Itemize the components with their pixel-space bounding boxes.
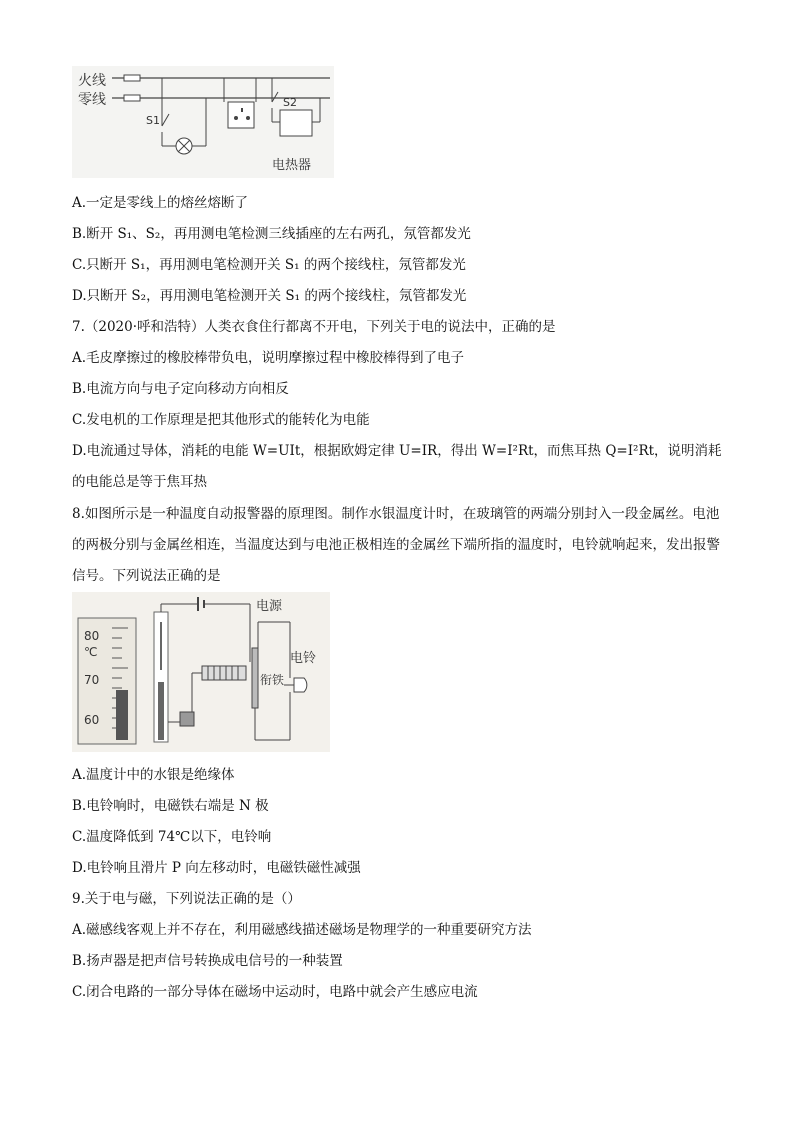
heater-icon <box>280 110 312 136</box>
household-circuit-figure <box>72 66 334 178</box>
q6-option-b: B.断开 S₁、S₂，再用测电笔检测三线插座的左右两孔，氖管都发光 <box>72 226 471 242</box>
q7-option-a: A.毛皮摩擦过的橡胶棒带负电，说明摩擦过程中橡胶棒得到了电子 <box>72 350 465 366</box>
q6-option-a: A.一定是零线上的熔丝熔断了 <box>72 195 249 211</box>
armature-label: 衔铁 <box>260 673 285 687</box>
heater-label: 电热器 <box>272 158 312 173</box>
q6-option-c: C.只断开 S₁，再用测电笔检测开关 S₁ 的两个接线柱，氖管都发光 <box>72 257 466 273</box>
bell-label: 电铃 <box>290 651 317 666</box>
q7-option-c: C.发电机的工作原理是把其他形式的能转化为电能 <box>72 412 370 428</box>
tick-60-label: 60 <box>84 713 100 727</box>
q7-stem: 7.（2020·呼和浩特）人类衣食住行都离不开电，下列关于电的说法中，正确的是 <box>72 319 556 335</box>
q8-option-a: A.温度计中的水银是绝缘体 <box>72 767 235 783</box>
q7-option-b: B.电流方向与电子定向移动方向相反 <box>72 381 289 397</box>
switch1-label: S1 <box>146 114 160 127</box>
tick-70-label: 70 <box>84 673 100 687</box>
bell-icon <box>294 678 307 692</box>
socket-icon <box>228 102 254 128</box>
q8-stem: 8.如图所示是一种温度自动报警器的原理图。制作水银温度计时，在玻璃管的两端分别封入一段金属丝。电池的两极分别与金属丝相连，当温度达到与电池正极相连的金属丝下端所指的温度时，电铃就响起来，发出报警信号。下列说法正确的是 <box>72 506 720 584</box>
celsius-unit-label: ℃ <box>84 645 98 659</box>
q8-option-b: B.电铃响时，电磁铁右端是 N 极 <box>72 798 269 814</box>
mercury-column <box>116 690 128 740</box>
electromagnet-coil <box>202 666 246 680</box>
switch2-label: S2 <box>283 96 297 109</box>
temperature-alarm-figure <box>72 592 330 752</box>
fuse-live <box>124 75 140 81</box>
q6-option-d: D.只断开 S₂，再用测电笔检测开关 S₁ 的两个接线柱，氖管都发光 <box>72 288 467 304</box>
tick-80-label: 80 <box>84 629 100 643</box>
q7-option-d: D.电流通过导体，消耗的电能 W=UIt，根据欧姆定律 U=IR，得出 W=I²Rt，而焦耳热 Q=I²Rt，说明消耗的电能总是等于焦耳热 <box>72 443 722 490</box>
q9-option-c: C.闭合电路的一部分导体在磁场中运动时，电路中就会产生感应电流 <box>72 984 478 1000</box>
fuse-neutral <box>124 95 140 101</box>
q9-option-a: A.磁感线客观上并不存在，利用磁感线描述磁场是物理学的一种重要研究方法 <box>72 922 532 938</box>
q9-stem: 9.关于电与磁，下列说法正确的是（） <box>72 891 301 907</box>
q8-option-c: C.温度降低到 74℃以下，电铃响 <box>72 829 272 845</box>
neutral-wire-label: 零线 <box>78 92 106 108</box>
power-source-label: 电源 <box>256 599 283 614</box>
live-wire-label: 火线 <box>78 73 106 89</box>
q8-option-d: D.电铃响且滑片 P 向左移动时，电磁铁磁性减强 <box>72 860 361 876</box>
armature-bar <box>252 648 258 708</box>
q9-option-b: B.扬声器是把声信号转换成电信号的一种装置 <box>72 953 343 969</box>
